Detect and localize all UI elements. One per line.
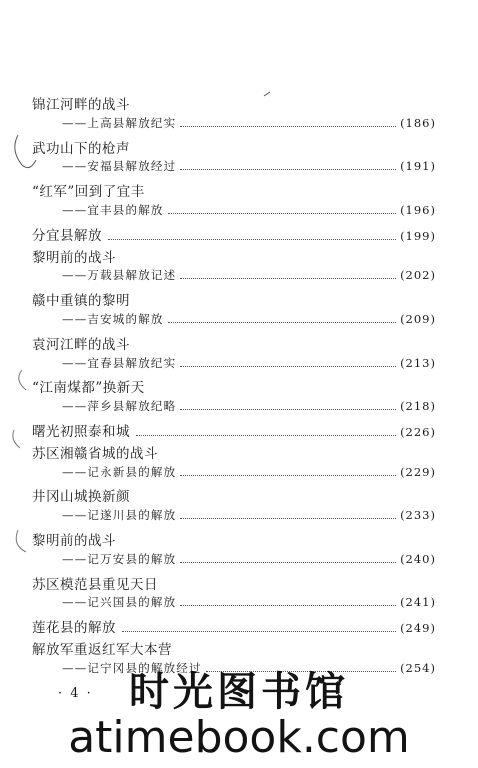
toc-page-number: (209) — [400, 312, 436, 326]
toc-page-number: (186) — [400, 115, 436, 130]
watermark-cn: 时光图书馆 — [129, 669, 349, 715]
toc-page-number: (229) — [400, 464, 436, 479]
page-number: · 4 · — [58, 686, 93, 701]
toc-title: 袁河江畔的战斗 — [32, 336, 130, 353]
watermark-en: atimebook.com — [68, 712, 410, 763]
toc-page-number: (240) — [400, 551, 436, 566]
toc-title: 解放军重返红军大本营 — [32, 642, 172, 658]
toc-page-number: (213) — [400, 355, 436, 370]
toc-subtitle: ——上高县解放纪实 — [62, 115, 177, 130]
toc-title: 莲花县的解放 — [32, 620, 116, 637]
toc-subtitle: ——安福县解放经过 — [62, 159, 177, 174]
toc-subtitle: ——宜丰县的解放 — [62, 203, 164, 217]
toc-subtitle: ——记万安县的解放 — [62, 551, 177, 566]
toc-subtitle: ——记永新县的解放 — [62, 464, 177, 479]
toc-page-number: (202) — [400, 268, 436, 283]
toc-title: 赣中重镇的黎明 — [32, 293, 130, 310]
toc-page-number: (233) — [400, 508, 436, 523]
pen-stroke — [19, 370, 26, 390]
toc-subtitle: ——记遂川县的解放 — [62, 508, 177, 523]
pen-stroke — [15, 135, 36, 168]
toc-title: 分宜县解放 — [32, 227, 102, 244]
toc-subtitle: ——宜春县解放纪实 — [62, 355, 177, 370]
toc-subtitle: ——吉安城的解放 — [62, 312, 164, 326]
toc-page-number: (218) — [400, 399, 436, 414]
toc-title: 苏区模范县重见天日 — [32, 576, 158, 593]
toc-subtitle: ——记宁冈县的解放经过 — [62, 660, 202, 675]
toc-page-number: (199) — [400, 228, 436, 243]
toc-title: 黎明前的战斗 — [32, 249, 116, 266]
toc-title: “江南煤都”换新天 — [32, 380, 145, 397]
toc-title: “红军”回到了宜丰 — [32, 184, 145, 201]
toc-title: 黎明前的战斗 — [32, 533, 116, 549]
toc-title: 井冈山城换新颜 — [32, 489, 130, 506]
toc-title: 苏区湘赣省城的战斗 — [32, 445, 158, 462]
toc-subtitle: ——记兴国县的解放 — [62, 595, 177, 610]
toc-subtitle: ——万载县解放记述 — [62, 268, 177, 283]
toc-page-number: (226) — [400, 425, 436, 439]
pen-stroke — [264, 92, 270, 96]
toc-page-number: (249) — [400, 621, 436, 636]
toc-title: 锦江河畔的战斗 — [32, 97, 130, 113]
toc-title: 武功山下的枪声 — [32, 140, 130, 157]
pen-stroke — [16, 530, 26, 552]
toc-subtitle: ——萍乡县解放纪略 — [62, 399, 177, 414]
toc-page-number: (191) — [400, 159, 436, 174]
pen-stroke — [13, 430, 20, 448]
toc-page-number: (241) — [400, 595, 436, 610]
toc-page-number: (196) — [400, 203, 436, 217]
toc-page-number: (254) — [400, 660, 436, 675]
toc-title: 曙光初照泰和城 — [32, 424, 130, 440]
